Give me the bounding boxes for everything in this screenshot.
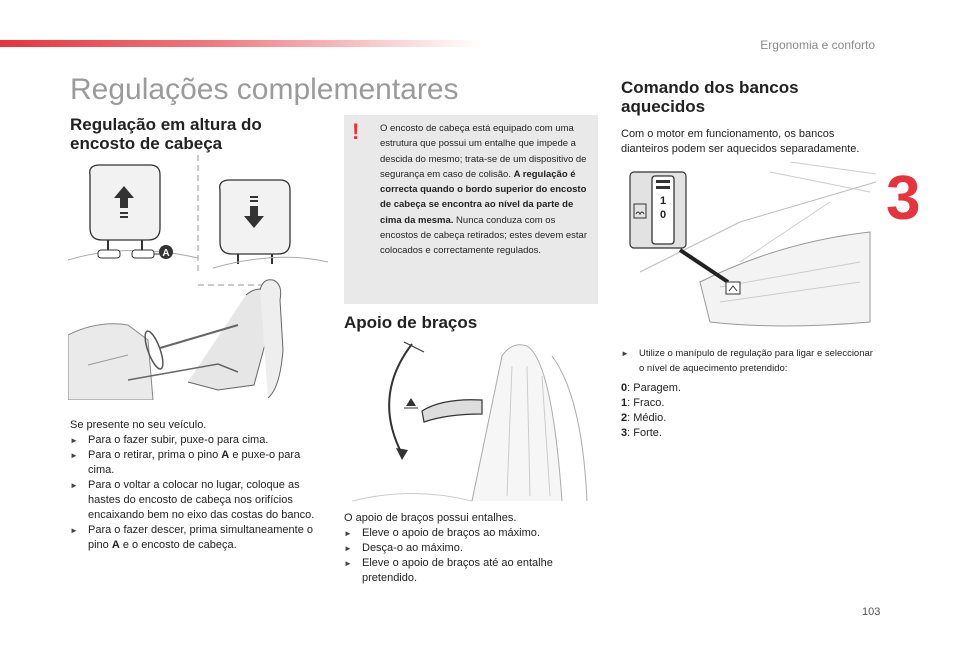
heated-seats-heading <box>621 78 861 116</box>
warning-box <box>344 115 598 304</box>
page-title: Regulações complementares <box>70 73 459 106</box>
warning-icon: ! <box>352 119 360 144</box>
headrest-intro: Se presente no seu veículo. <box>70 419 207 431</box>
heated-seats-bullet <box>621 346 876 376</box>
heat-level-0-label: : Paragem. <box>627 382 681 394</box>
headrest-bullet-2-text: Para o retirar, prima o pino <box>88 449 219 461</box>
pin-callout-label: A <box>162 248 170 259</box>
chapter-number: 3 <box>886 164 921 233</box>
heated-seats-bullet-text: Utilize o manípulo de regulação para ligar e seleccionar o nível de aquecimento pretendido: <box>639 348 873 374</box>
heat-level-3 <box>621 426 821 441</box>
armrest-bullet-1-text: Eleve o apoio de braços ao máximo. <box>362 527 540 539</box>
warning-text-bold: A regulação é correcta quando o bordo superior do encosto de cabeça se encontra ao nível da parte de cima da mesma. <box>380 168 587 226</box>
heat-level-2-key: 2 <box>621 412 628 424</box>
headrest-bullet-4-text: Para o fazer descer, prima simultaneamente o pino <box>88 524 314 551</box>
dial-label-0: 0 <box>659 209 667 221</box>
heat-level-0-key: 0 <box>621 382 628 394</box>
headrest-heading <box>70 115 330 153</box>
armrest-bullet-2-text: Desça-o ao máximo. <box>362 542 463 554</box>
heat-level-2 <box>621 411 821 426</box>
headrest-bullet-4 <box>70 523 326 553</box>
armrest-text <box>344 511 594 586</box>
headrest-bullet-2-pin: A <box>221 449 230 461</box>
warning-text-intro: O encosto de cabeça está equipado com uma estrutura que possui um entalhe que impede a descida do mesmo; trata-se de um dispositivo de segurança em caso de colisão. <box>380 123 587 180</box>
headrest-bullet-1 <box>70 433 326 448</box>
warning-text-outro: Nunca conduza com os encostos de cabeça retirados; estes devem estar colocados e correctamente regulados. <box>380 214 588 257</box>
heat-level-2-label: : Médio. <box>627 412 667 424</box>
heated-seats-heading-line1: Comando dos bancos <box>621 78 799 97</box>
header-accent-bar <box>0 40 480 47</box>
heat-level-3-label: : Forte. <box>627 427 662 439</box>
headrest-bullet-1-text: Para o fazer subir, puxe-o para cima. <box>88 434 269 446</box>
headrest-bullet-3-text: Para o voltar a colocar no lugar, coloque as hastes do encosto de cabeça nos orifícios encaixando bem no eixo das costas do banco. <box>88 479 315 521</box>
heat-level-0 <box>621 381 821 396</box>
headrest-bullet-4-pin: A <box>111 539 120 551</box>
armrest-intro: O apoio de braços possui entalhes. <box>344 512 517 524</box>
headrest-heading-line2: encosto de cabeça <box>70 134 223 153</box>
headrest-illustration <box>68 150 340 400</box>
heated-seats-heading-line2: aquecidos <box>621 97 706 116</box>
headrest-bullet-2-tail: e puxe-o para cima. <box>88 449 301 476</box>
chapter-title: Ergonomia e conforto <box>760 38 875 52</box>
heated-seats-instruction <box>621 346 876 376</box>
headrest-heading-line1: Regulação em altura do <box>70 115 262 134</box>
heat-level-1 <box>621 396 821 411</box>
heat-levels-list <box>621 381 821 441</box>
armrest-bullet-2 <box>344 541 594 556</box>
armrest-illustration <box>352 336 592 506</box>
armrest-bullet-3 <box>344 556 594 586</box>
heat-level-1-label: : Fraco. <box>627 397 665 409</box>
headrest-bullet-3 <box>70 478 326 523</box>
heated-seats-intro: Com o motor em funcionamento, os bancos dianteiros podem ser aquecidos separadamente. <box>621 128 860 155</box>
page-number: 103 <box>862 606 881 618</box>
headrest-text <box>70 418 326 553</box>
armrest-bullet-1 <box>344 526 594 541</box>
headrest-bullet-2 <box>70 448 326 478</box>
armrest-bullet-3-text: Eleve o apoio de braços até ao entalhe pretendido. <box>362 557 553 584</box>
headrest-bullet-4-tail: e o encosto de cabeça. <box>122 539 237 551</box>
heated-seat-illustration <box>620 162 876 334</box>
dial-label-1: 1 <box>659 195 667 207</box>
heat-level-3-key: 3 <box>621 427 628 439</box>
armrest-heading: Apoio de braços <box>344 313 478 332</box>
warning-text <box>380 121 594 259</box>
heat-level-1-key: 1 <box>621 397 628 409</box>
